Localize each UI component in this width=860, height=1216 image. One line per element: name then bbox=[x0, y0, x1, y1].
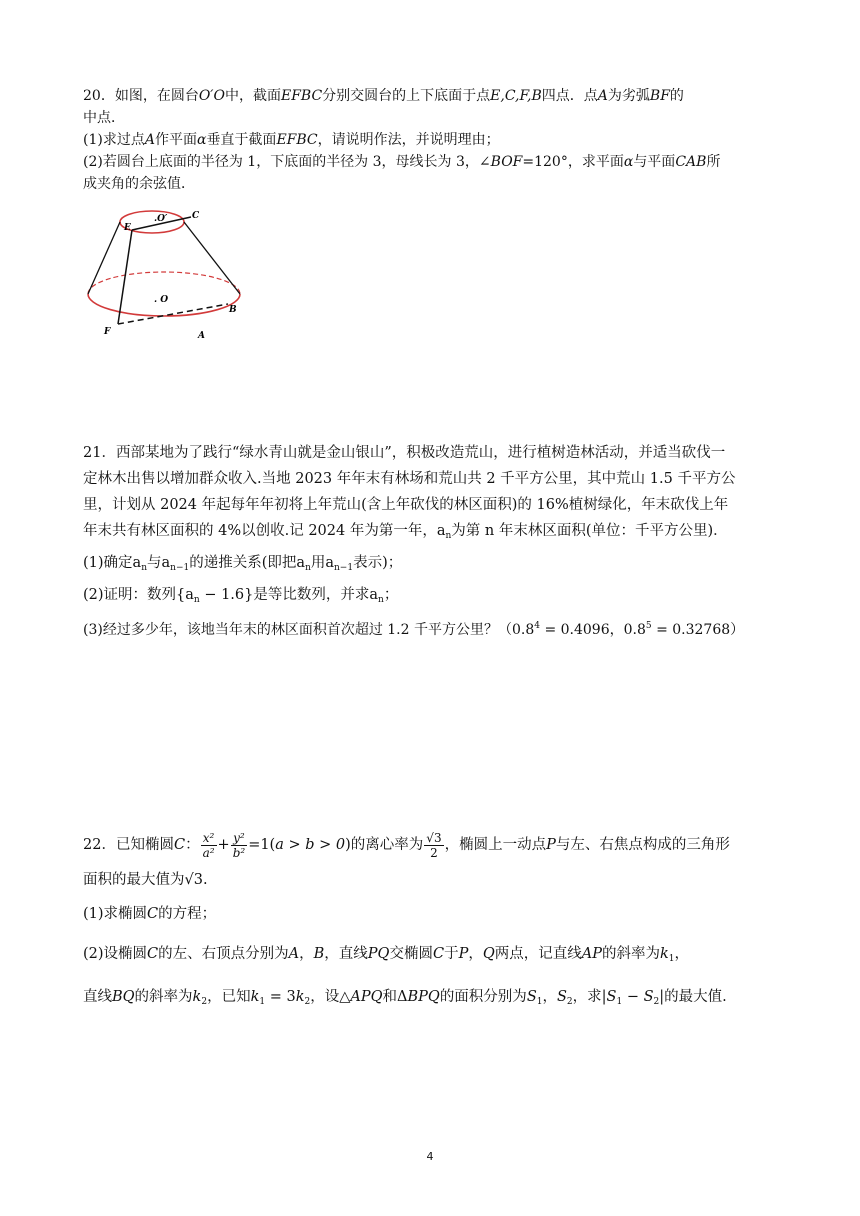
q22-line1 bbox=[83, 830, 730, 860]
text: ，请说明作法，并说明理由； bbox=[317, 132, 500, 148]
text: 分别交圆台的上下底面于点 bbox=[322, 88, 491, 104]
subscript: n bbox=[193, 595, 200, 605]
text: k bbox=[295, 989, 305, 1005]
q20-part1 bbox=[83, 130, 500, 150]
text: =1( bbox=[248, 837, 276, 853]
text: ，已知 bbox=[207, 989, 251, 1005]
text: ，设△ bbox=[310, 989, 351, 1005]
text: 里，计划从 2024 年起每年年初将上年荒山(含上年砍伐的林区面积)的 16%植树绿化，年末砍伐上年 bbox=[83, 497, 729, 513]
q21-line3 bbox=[83, 495, 728, 515]
text: 表示)； bbox=[353, 555, 403, 571]
text: 的离心率为 bbox=[350, 837, 424, 853]
q22-part2 bbox=[83, 944, 689, 969]
text: 中点． bbox=[83, 110, 125, 126]
text: S bbox=[643, 989, 654, 1005]
text: = 0.32768） bbox=[651, 622, 745, 638]
denominator: 2 bbox=[430, 845, 438, 860]
text: (2)若圆台上底面的半径为 1，下底面的半径为 3，母线长为 3，∠ bbox=[83, 154, 491, 170]
text: 四点．点 bbox=[541, 88, 598, 104]
text: A bbox=[288, 946, 300, 962]
q20-line1 bbox=[83, 86, 684, 106]
subscript: 1 bbox=[536, 997, 543, 1007]
text: (2)设椭圆 bbox=[83, 946, 148, 962]
text: C bbox=[147, 906, 159, 922]
page-number: 4 bbox=[426, 1150, 434, 1163]
text: 年末共有林区面积的 4%以创收.记 2024 年为第一年， bbox=[83, 523, 437, 539]
text: A bbox=[144, 132, 155, 148]
text: − bbox=[622, 989, 644, 1005]
text: k bbox=[250, 989, 260, 1005]
segment-EF bbox=[118, 230, 132, 324]
lower-base-back-arc bbox=[88, 272, 240, 294]
q21-part2 bbox=[83, 585, 398, 610]
q21-line2 bbox=[83, 469, 735, 489]
text: 于 bbox=[444, 946, 459, 962]
text: S bbox=[526, 989, 537, 1005]
text: 定林木出售以增加群众收入.当地 2023 年年末有林场和荒山共 2 千平方公里，其中荒山 1.5 千平方公 bbox=[83, 471, 736, 487]
text: APQ bbox=[350, 989, 383, 1005]
text: 的面积分别为 bbox=[439, 989, 527, 1005]
text: Q bbox=[482, 946, 495, 962]
text: . bbox=[202, 872, 208, 888]
text: 直线 bbox=[83, 989, 112, 1005]
superscript: 4 bbox=[534, 621, 540, 631]
text: + bbox=[217, 837, 230, 853]
subscript: n bbox=[305, 563, 311, 573]
text: S bbox=[606, 989, 617, 1005]
fraction-y bbox=[231, 831, 248, 860]
text: α bbox=[623, 154, 634, 170]
text: (1)确定 bbox=[83, 555, 133, 571]
numerator: x² bbox=[201, 831, 217, 846]
text: ， bbox=[468, 946, 483, 962]
right-generator bbox=[184, 222, 240, 294]
label-C: C bbox=[192, 211, 200, 221]
text: 和Δ bbox=[382, 989, 408, 1005]
frustum-figure bbox=[80, 200, 250, 345]
text: 两点，记直线 bbox=[494, 946, 582, 962]
text: AP bbox=[581, 946, 602, 962]
text: ， bbox=[674, 946, 689, 962]
subscript: 2 bbox=[566, 997, 573, 1007]
subscript: 2 bbox=[304, 997, 311, 1007]
text: BOF bbox=[490, 154, 523, 170]
text: B bbox=[313, 946, 325, 962]
label-F: F bbox=[104, 327, 111, 337]
text: 的左、右顶点分别为 bbox=[158, 946, 289, 962]
text: ， bbox=[542, 989, 557, 1005]
q20-part2-cont bbox=[83, 174, 195, 194]
text: 作平面 bbox=[154, 132, 197, 148]
text: 成夹角的余弦值． bbox=[83, 176, 195, 192]
text: √3 bbox=[184, 872, 203, 888]
text: BF bbox=[649, 88, 670, 104]
q21-part3 bbox=[83, 616, 744, 640]
q22-part2-cont bbox=[83, 987, 727, 1012]
text: 21．西部某地为了践行“绿水青山就是金山银山”，积极改造荒山，进行植树造林活动，并适当砍伐一 bbox=[83, 445, 726, 461]
text: k bbox=[192, 989, 202, 1005]
subscript: n bbox=[445, 531, 452, 541]
text: a bbox=[296, 555, 306, 571]
text: CAB bbox=[675, 154, 707, 170]
q21-line1 bbox=[83, 443, 725, 463]
q21-part1 bbox=[83, 553, 402, 578]
left-generator bbox=[88, 222, 120, 294]
text: = 3 bbox=[265, 989, 296, 1005]
q20-part2 bbox=[83, 152, 720, 172]
label-E: E bbox=[124, 223, 131, 233]
numerator: y² bbox=[231, 831, 248, 846]
text: 中，截面 bbox=[224, 88, 281, 104]
text: a > b > 0 bbox=[275, 837, 346, 853]
text: 与左、右焦点构成的三角形 bbox=[555, 837, 730, 853]
text: ) bbox=[345, 837, 351, 853]
subscript: n−1 bbox=[170, 563, 190, 573]
text: − 1.6}是等比数列，并求 bbox=[199, 587, 370, 603]
text: BQ bbox=[112, 989, 135, 1005]
text: 与平面 bbox=[633, 154, 676, 170]
label-O-prime: .O′ bbox=[154, 214, 168, 224]
text: EFBC bbox=[276, 132, 318, 148]
text: α bbox=[196, 132, 207, 148]
denominator: a² bbox=[202, 845, 215, 860]
text: k bbox=[659, 946, 669, 962]
superscript: 5 bbox=[645, 621, 652, 631]
label-A: A bbox=[198, 331, 205, 341]
text: P bbox=[458, 946, 469, 962]
text: ，直线 bbox=[324, 946, 368, 962]
text: (1)求椭圆 bbox=[83, 906, 148, 922]
text: 所 bbox=[706, 154, 721, 170]
text: 与 bbox=[147, 555, 162, 571]
text: |的最大值. bbox=[659, 989, 727, 1005]
numerator: √3 bbox=[426, 830, 442, 845]
q22-line2 bbox=[83, 870, 208, 890]
q20-line2 bbox=[83, 108, 125, 128]
text: O′O bbox=[198, 88, 225, 104]
text: =120°，求平面 bbox=[522, 154, 624, 170]
subscript: 1 bbox=[668, 954, 675, 964]
text: 的斜率为 bbox=[601, 946, 660, 962]
text: a bbox=[161, 555, 171, 571]
text: E,C,F,B bbox=[490, 88, 542, 104]
label-O: . O bbox=[154, 295, 169, 305]
q22-part1 bbox=[83, 904, 216, 924]
text: ： bbox=[185, 837, 200, 853]
text: C bbox=[173, 837, 186, 853]
text: a bbox=[325, 555, 335, 571]
text: 用 bbox=[310, 555, 326, 571]
text: ，求| bbox=[572, 989, 607, 1005]
q21-line4 bbox=[83, 521, 728, 546]
text: 面积的最大值为 bbox=[83, 872, 185, 888]
text: ，椭圆上一动点 bbox=[444, 837, 547, 853]
subscript: n−1 bbox=[334, 563, 354, 573]
text: PQ bbox=[367, 946, 390, 962]
subscript: 1 bbox=[259, 997, 266, 1007]
text: 22．已知椭圆 bbox=[83, 837, 174, 853]
text: (2)证明：数列{a bbox=[83, 587, 194, 603]
text: BPQ bbox=[407, 989, 440, 1005]
text: 的 bbox=[669, 88, 684, 104]
text: = 0.4096，0.8 bbox=[540, 622, 646, 638]
text: A bbox=[597, 88, 608, 104]
text: 为劣弧 bbox=[607, 88, 650, 104]
text: ， bbox=[299, 946, 314, 962]
text: 的方程； bbox=[158, 906, 217, 922]
subscript: n bbox=[141, 563, 147, 573]
text: C bbox=[147, 946, 159, 962]
text: a bbox=[436, 523, 446, 539]
text: EFBC bbox=[280, 88, 323, 104]
text: 为第 n 年末林区面积(单位：千平方公里)． bbox=[451, 523, 728, 539]
text: a bbox=[132, 555, 142, 571]
subscript: n bbox=[378, 595, 384, 605]
denominator: b² bbox=[232, 845, 246, 860]
text: C bbox=[432, 946, 445, 962]
text: 的递推关系(即把 bbox=[189, 555, 297, 571]
text: (1)求过点 bbox=[83, 132, 145, 148]
fraction-eccentricity bbox=[424, 831, 443, 860]
subscript: 1 bbox=[616, 997, 623, 1007]
text: 交椭圆 bbox=[389, 946, 433, 962]
text: ； bbox=[383, 587, 399, 603]
label-B: B bbox=[229, 305, 237, 315]
text: 的斜率为 bbox=[134, 989, 193, 1005]
text: a bbox=[369, 587, 379, 603]
text: S bbox=[556, 989, 567, 1005]
text: 20．如图，在圆台 bbox=[83, 88, 199, 104]
fraction-x bbox=[201, 831, 217, 860]
text: (3)经过多少年，该地当年末的林区面积首次超过 1.2 千平方公里？（0.8 bbox=[83, 622, 535, 638]
subscript: 2 bbox=[201, 997, 208, 1007]
subscript: 2 bbox=[653, 997, 660, 1007]
text: P bbox=[546, 837, 556, 853]
text: 垂直于截面 bbox=[206, 132, 277, 148]
